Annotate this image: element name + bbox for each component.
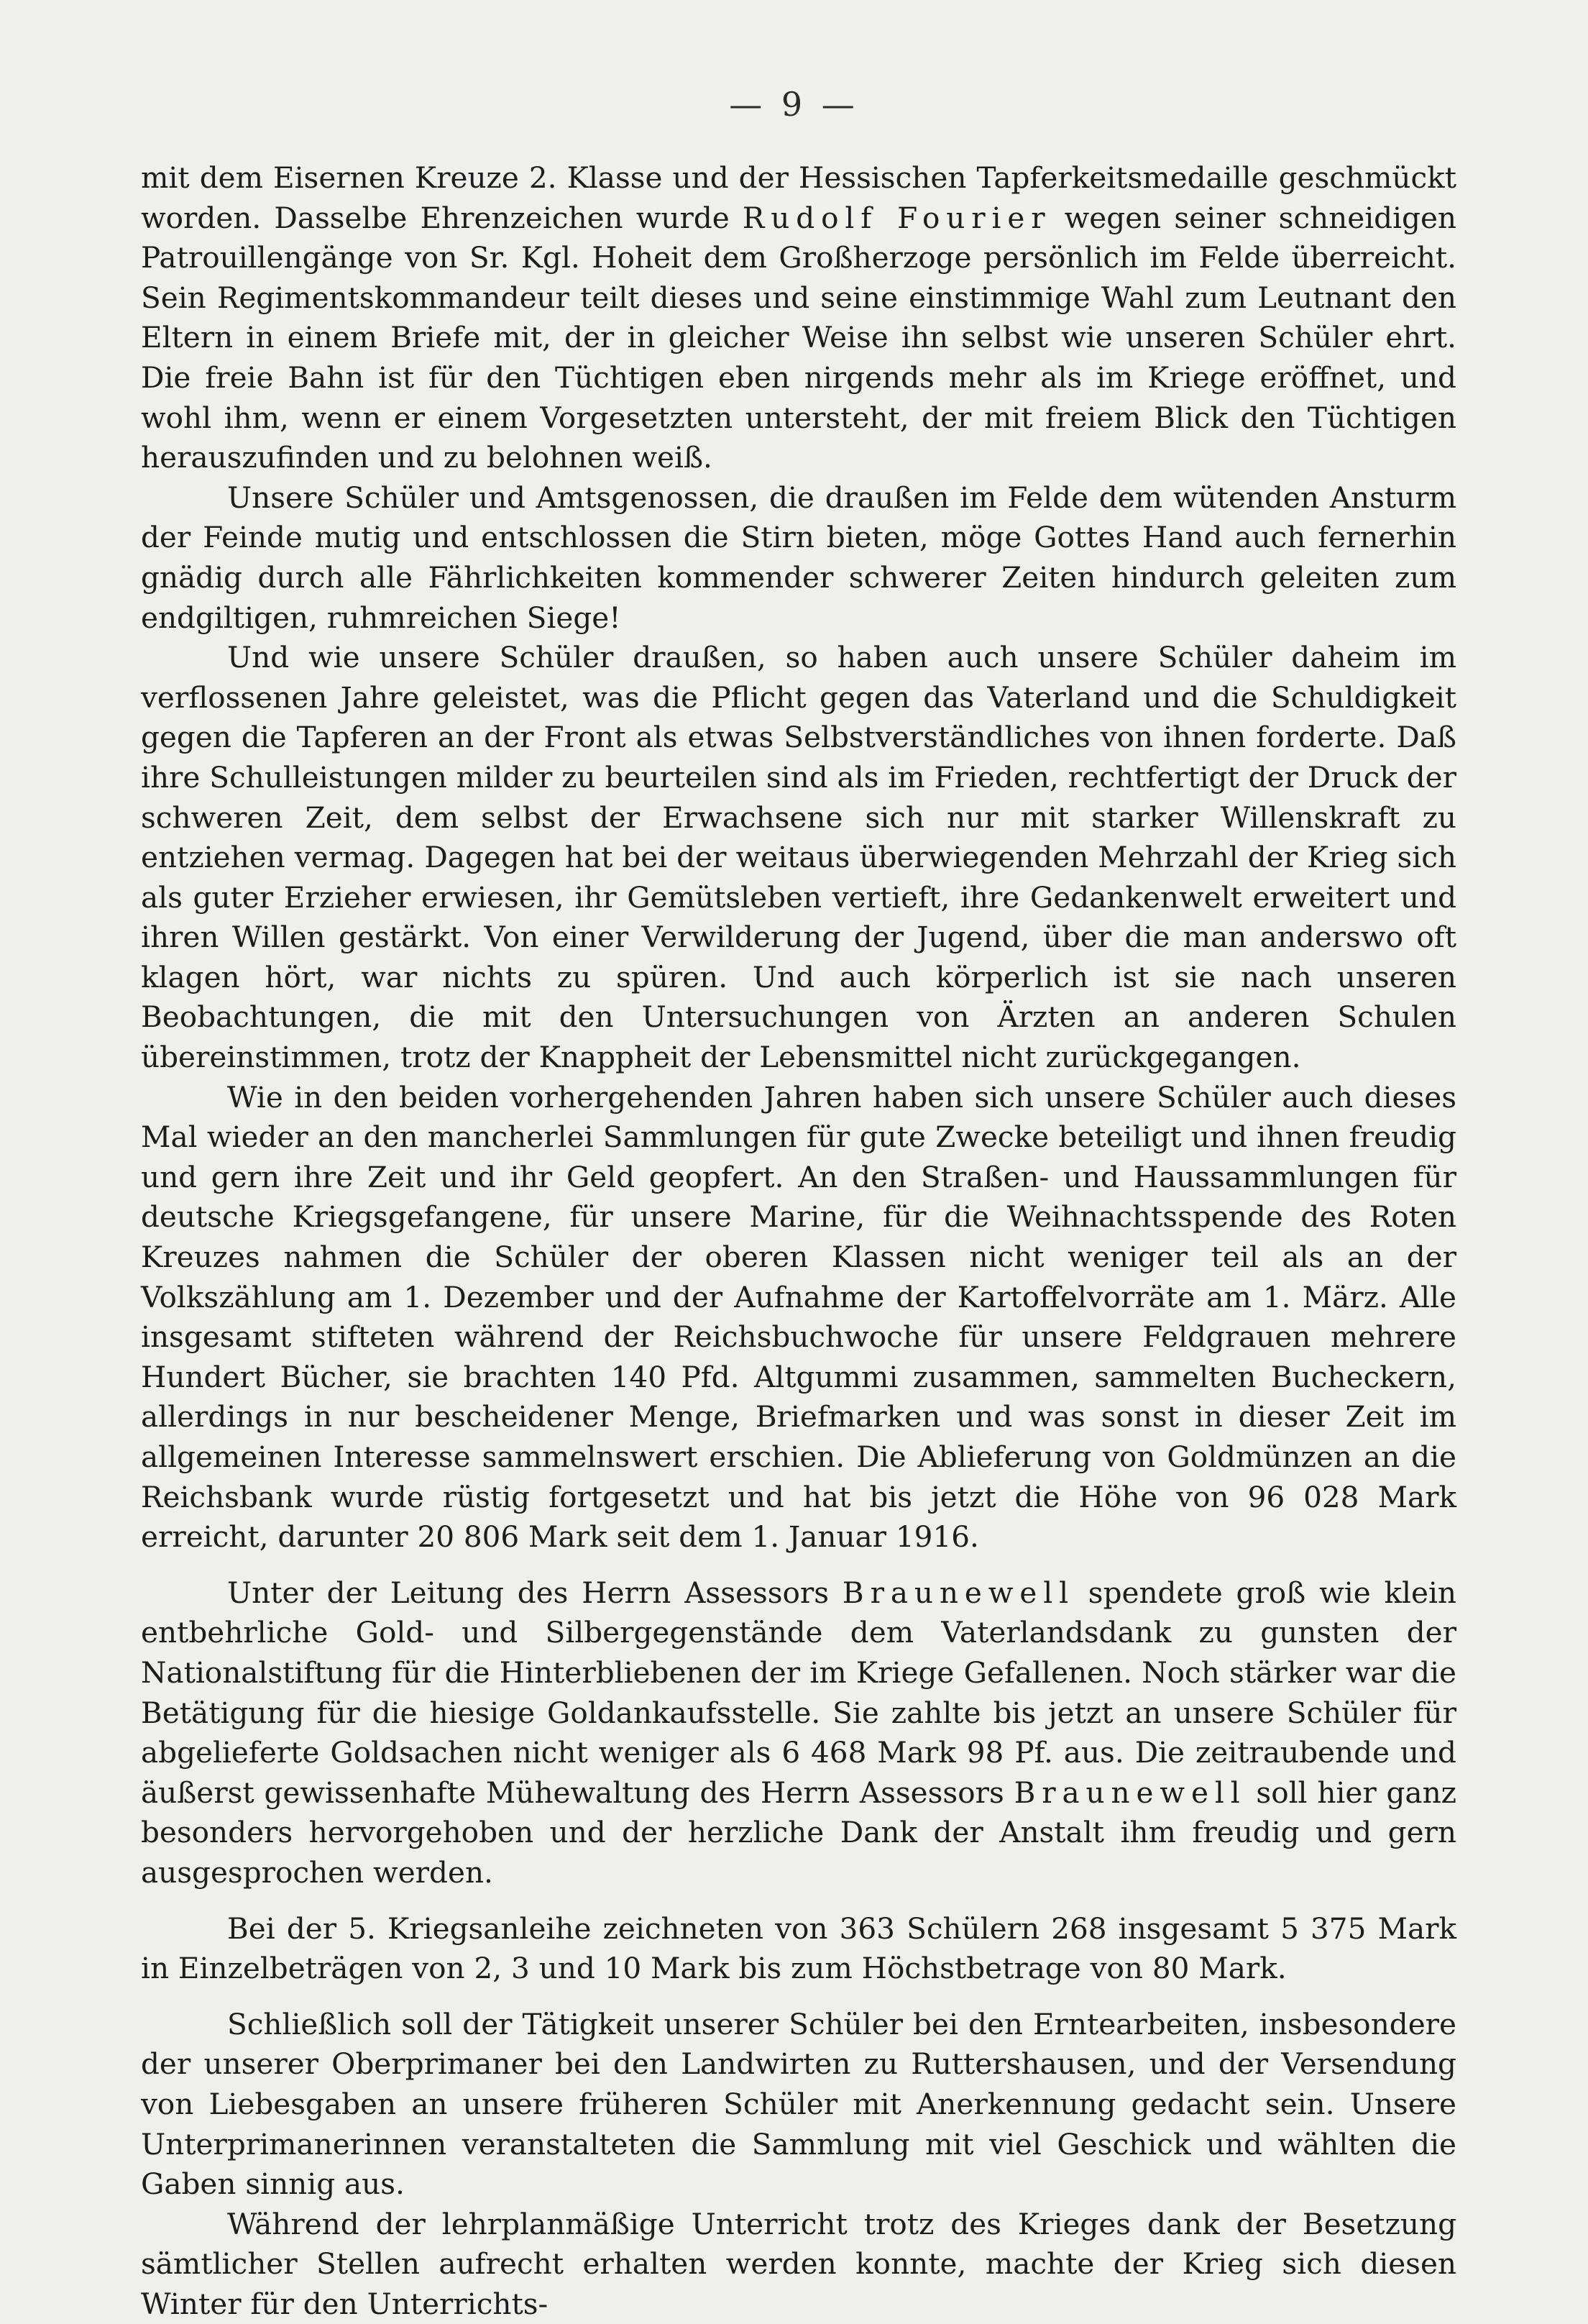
text-run: Unsere Schüler und Amtsgenossen, die draußen im Felde dem wütenden Ansturm der Feinde mutig und entschlossen die Stirn bieten, möge Gottes Hand auch fernerhin gnädig durch alle Fährlichkeiten kommender schwerer Zeiten hindurch geleiten zum endgiltigen, ruhmreichen Siege! — [141, 480, 1456, 635]
spaced-name: Braunewell — [842, 1575, 1075, 1610]
page-number: — 9 — — [729, 85, 859, 124]
paragraph — [141, 2005, 1456, 2205]
text-run: Und wie unsere Schüler draußen, so haben auch unsere Schüler daheim im verflossenen Jahre geleistet, was die Pflicht gegen das Vaterland und die Schuldigkeit gegen die Tapferen an der Front als etwas Selbstverständliches von ihnen forderte. Daß ihre Schulleistungen milder zu beurteilen sind als im Frieden, rechtfertigt der Druck der schweren Zeit, dem selbst der Erwachsene sich nur mit starker Willenskraft zu entziehen vermag. Dagegen hat bei der weitaus überwiegenden Mehrzahl der Krieg sich als guter Erzieher erwiesen, ihr Gemütsleben vertieft, ihre Gedankenwelt erweitert und ihren Willen gestärkt. Von einer Verwilderung der Jugend, über die man anderswo oft klagen hört, war nichts zu spüren. Und auch körperlich ist sie nach unseren Beobachtungen, die mit den Untersuchungen von Ärzten an anderen Schulen übereinstimmen, trotz der Knappheit der Lebensmittel nicht zurückgegangen. — [141, 640, 1456, 1075]
paragraph — [141, 1909, 1456, 1989]
text-run: Während der lehrplanmäßige Unterricht trotz des Krieges dank der Besetzung sämtlicher Stellen aufrecht erhalten werden konnte, machte der Krieg sich diesen Winter für den Unterrichts- — [141, 2206, 1456, 2321]
text-run: Schließlich soll der Tätigkeit unserer Schüler bei den Erntearbeiten, insbesondere der unserer Oberprimaner bei den Landwirten zu Ruttershausen, und der Versendung von Liebesgaben an unsere früheren Schüler mit Anerkennung gedacht sein. Unsere Unterprimanerinnen veranstalteten die Sammlung mit viel Geschick und wählten die Gaben sinnig aus. — [141, 2006, 1456, 2202]
paragraph — [141, 638, 1456, 1078]
spaced-name: Rudolf Fourier — [742, 200, 1052, 235]
paragraph — [141, 158, 1456, 478]
text-run: Unter der Leitung des Herrn Assessors — [227, 1575, 843, 1610]
text-run: mit dem Eisernen Kreuze 2. Klasse und der Hessischen Tapferkeitsmedaille geschmückt worden. Dasselbe Ehrenzeichen wurde — [141, 160, 1456, 235]
body-text — [141, 158, 1456, 2324]
paragraph — [141, 1573, 1456, 1893]
paragraph — [141, 478, 1456, 638]
paragraph — [141, 2205, 1456, 2324]
text-run: wegen seiner schneidigen Patrouillengänge von Sr. Kgl. Hoheit dem Großherzoge persönlich im Felde überreicht. Sein Regimentskommandeur teilt dieses und seine einstimmige Wahl zum Leutnant den Eltern in einem Briefe mit, der in gleicher Weise ihn selbst wie unseren Schüler ehrt. Die freie Bahn ist für den Tüchtigen eben nirgends mehr als im Kriege eröffnet, und wohl ihm, wenn er einem Vorgesetzten untersteht, der mit freiem Blick den Tüchtigen herauszufinden und zu belohnen weiß. — [141, 200, 1456, 475]
text-run: soll hier ganz besonders hervorgehoben und der herzliche Dank der Anstalt ihm freudig und gern ausgesprochen werden. — [141, 1775, 1456, 1890]
paragraph — [141, 1078, 1456, 1557]
text-run: spendete groß wie klein entbehrliche Gold- und Silbergegenstände dem Vaterlandsdank zu gunsten der Nationalstiftung für die Hinterbliebenen der im Kriege Gefallenen. Noch stärker war die Betätigung für die hiesige Goldankaufsstelle. Sie zahlte bis jetzt an unsere Schüler für abgelieferte Goldsachen nicht weniger als 6 468 Mark 98 Pf. aus. Die zeitraubende und äußerst gewissenhafte Mühewaltung des Herrn Assessors — [141, 1575, 1456, 1810]
text-run: Wie in den beiden vorhergehenden Jahren haben sich unsere Schüler auch dieses Mal wieder an den mancherlei Sammlungen für gute Zwecke beteiligt und ihnen freudig und gern ihre Zeit und ihr Geld geopfert. An den Straßen- und Haussammlungen für deutsche Kriegsgefangene, für unsere Marine, für die Weihnachtsspende des Roten Kreuzes nahmen die Schüler der oberen Klassen nicht weniger teil als an der Volkszählung am 1. Dezember und der Aufnahme der Kartoffelvorräte am 1. März. Alle insgesamt stifteten während der Reichsbuchwoche für unsere Feldgrauen mehrere Hundert Bücher, sie brachten 140 Pfd. Altgummi zusammen, sammelten Bucheckern, allerdings in nur bescheidener Menge, Briefmarken und was sonst in dieser Zeit im allgemeinen Interesse sammelnswert erschien. Die Ablieferung von Goldmünzen an die Reichsbank wurde rüstig fortgesetzt und hat bis jetzt die Höhe von 96 028 Mark erreicht, darunter 20 806 Mark seit dem 1. Januar 1916. — [141, 1079, 1456, 1555]
text-run: Bei der 5. Kriegsanleihe zeichneten von 363 Schülern 268 insgesamt 5 375 Mark in Einzelbeträgen von 2, 3 und 10 Mark bis zum Höchstbetrage von 80 Mark. — [141, 1911, 1456, 1986]
spaced-name: Braunewell — [1014, 1775, 1247, 1810]
